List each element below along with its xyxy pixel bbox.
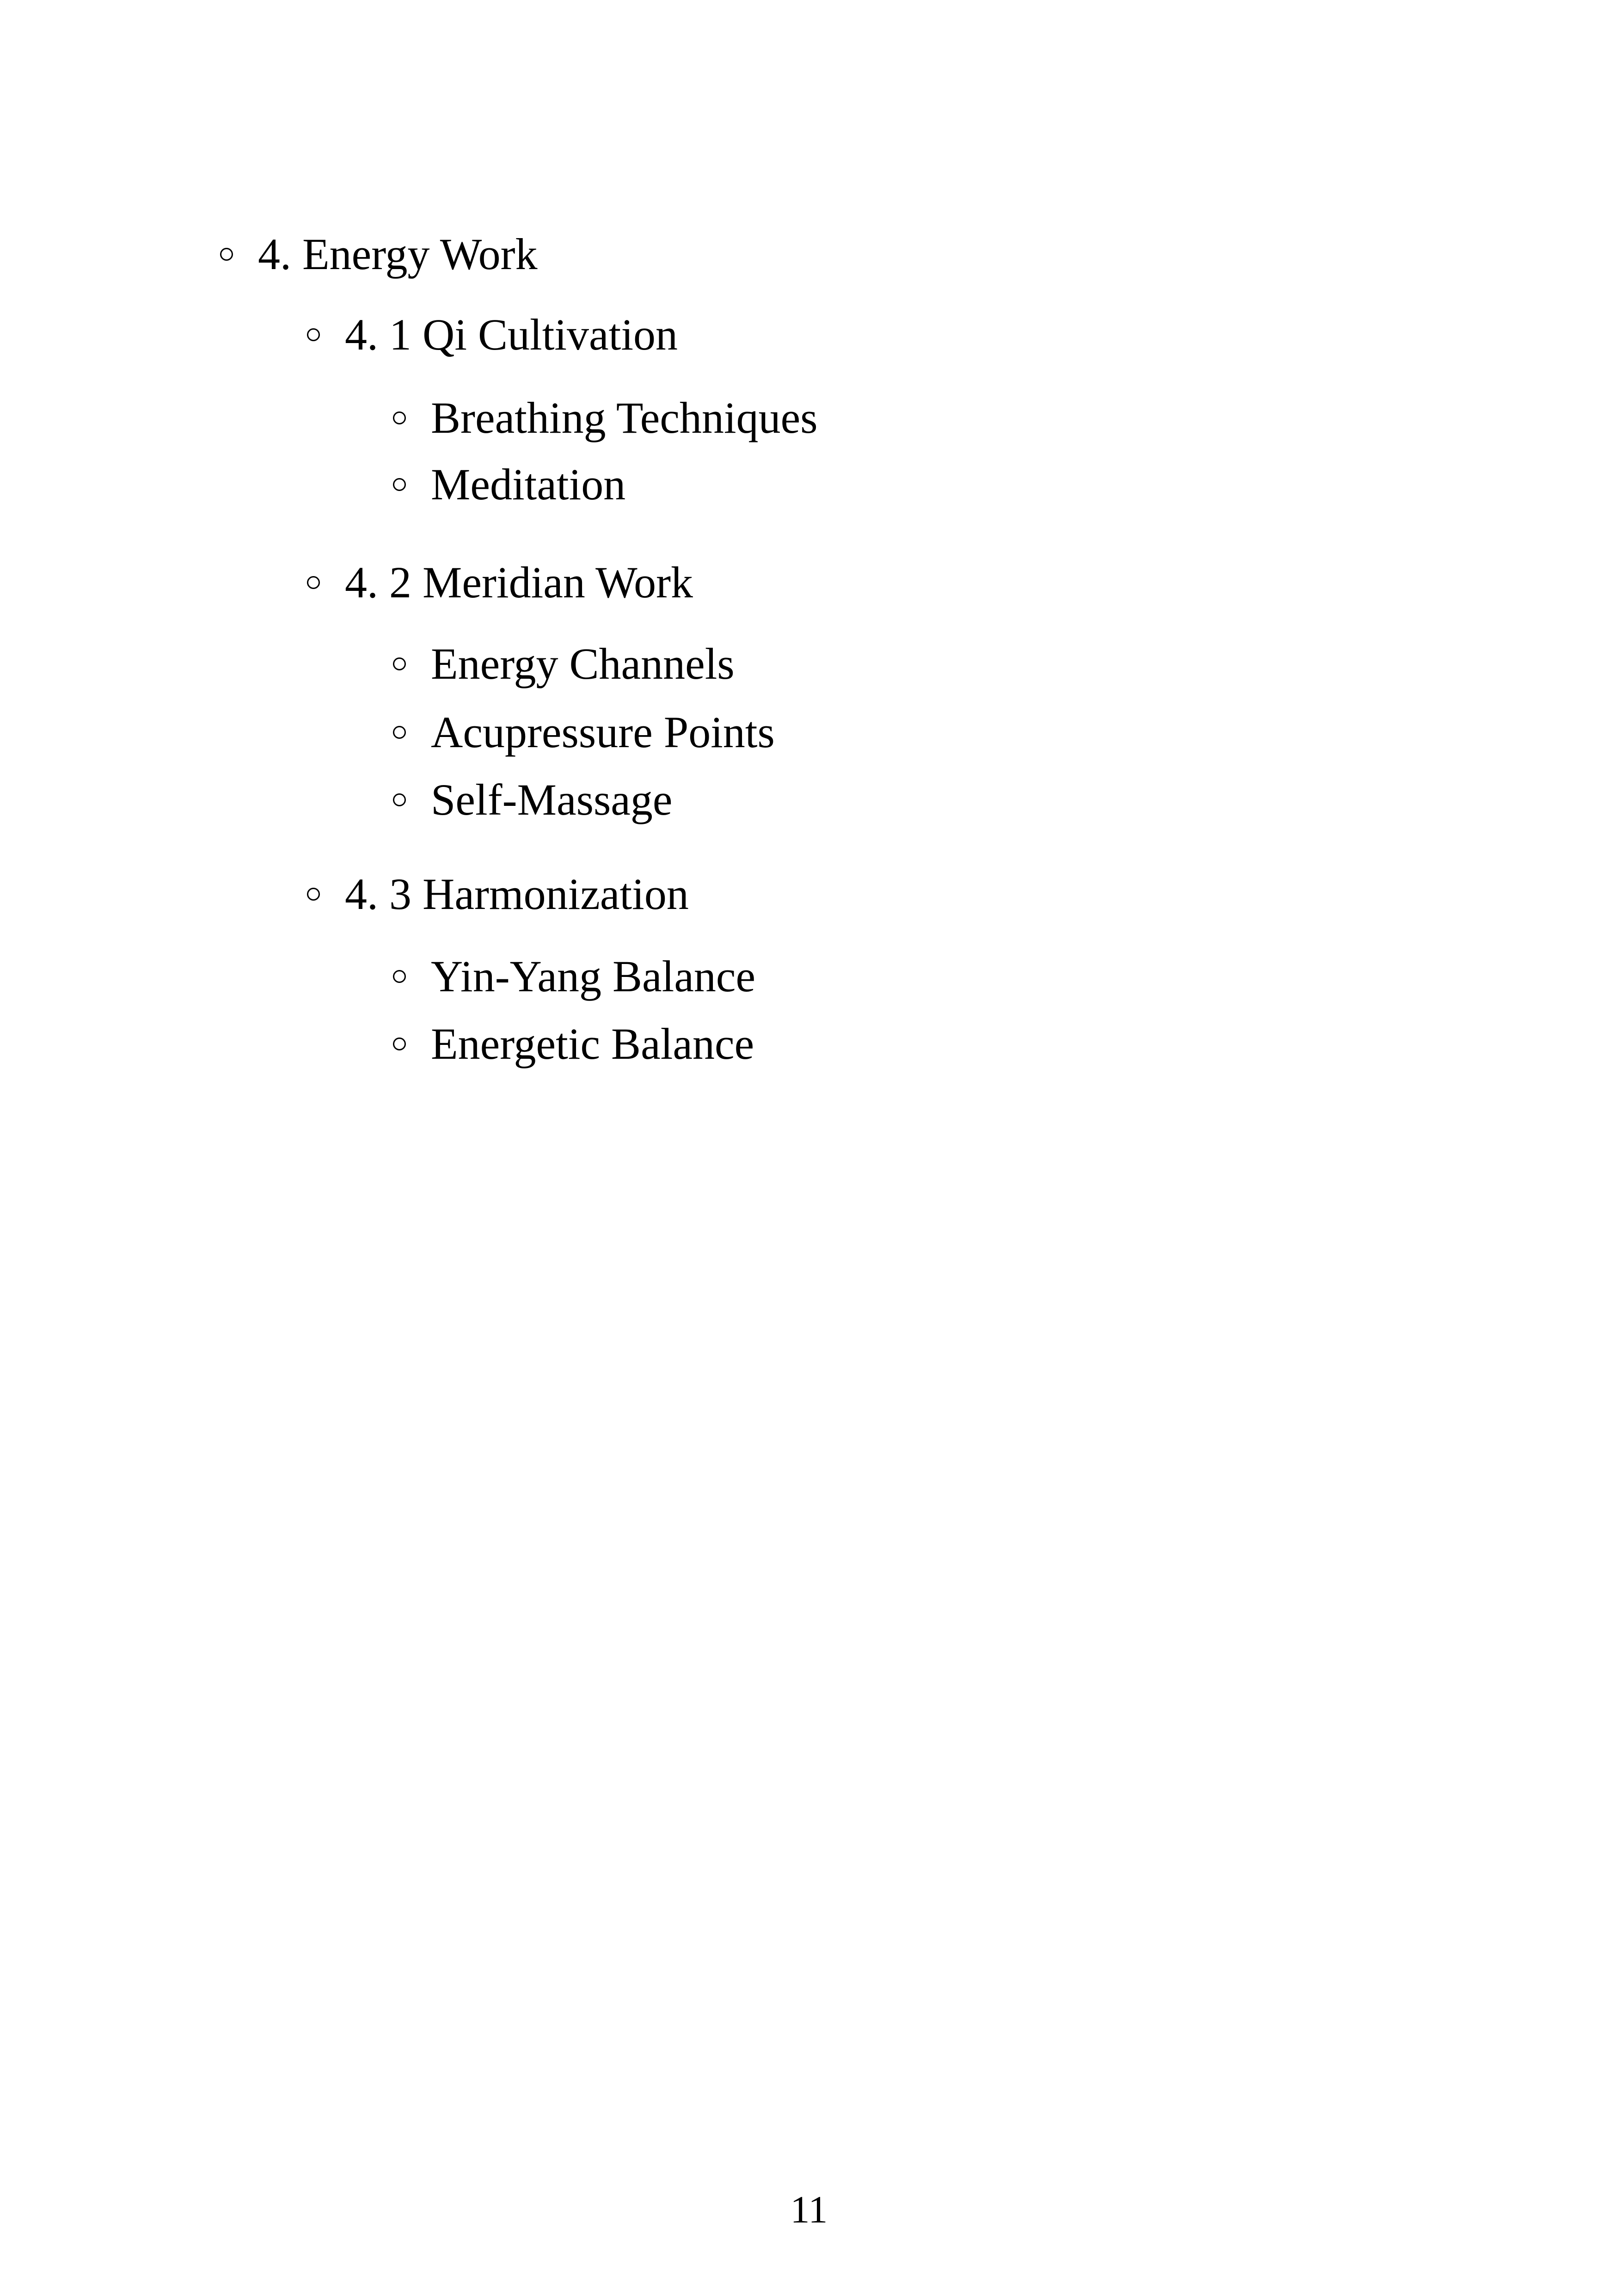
- item-label: Meditation: [431, 460, 626, 509]
- item-label: Yin-Yang Balance: [431, 952, 756, 1001]
- section-title: 4. Energy Work: [258, 229, 538, 279]
- hollow-bullet-icon: [307, 328, 320, 341]
- hollow-bullet-icon: [393, 793, 406, 806]
- item-label: Breathing Techniques: [431, 393, 818, 442]
- subsection-title: 4. 3 Harmonization: [345, 869, 689, 919]
- hollow-bullet-icon: [393, 726, 406, 739]
- hollow-bullet-icon: [393, 1037, 406, 1050]
- hollow-bullet-icon: [393, 657, 406, 670]
- outline-item: [393, 954, 755, 999]
- item-label: Acupressure Points: [431, 707, 775, 757]
- item-label: Self-Massage: [431, 775, 673, 824]
- outline-item: [393, 775, 673, 824]
- subsection-title: 4. 2 Meridian Work: [345, 558, 693, 607]
- hollow-bullet-icon: [393, 478, 406, 491]
- hollow-bullet-icon: [393, 970, 406, 983]
- item-label: Energy Channels: [431, 639, 735, 688]
- subsection-title: 4. 1 Qi Cultivation: [345, 310, 678, 359]
- page-number: 11: [790, 2188, 828, 2231]
- hollow-bullet-icon: [220, 248, 233, 261]
- outline-item: [393, 393, 818, 442]
- item-label: Energetic Balance: [431, 1019, 754, 1068]
- hollow-bullet-icon: [307, 576, 320, 589]
- outline-item: [393, 707, 775, 757]
- outline-section: [220, 229, 538, 279]
- outline-item: [393, 462, 625, 507]
- outline-subsection: [307, 560, 693, 605]
- outline-subsection: [307, 310, 678, 359]
- outline-item: [393, 1019, 754, 1068]
- outline-subsection: [307, 869, 689, 919]
- outline-item: [393, 639, 735, 688]
- hollow-bullet-icon: [307, 888, 320, 901]
- hollow-bullet-icon: [393, 411, 406, 424]
